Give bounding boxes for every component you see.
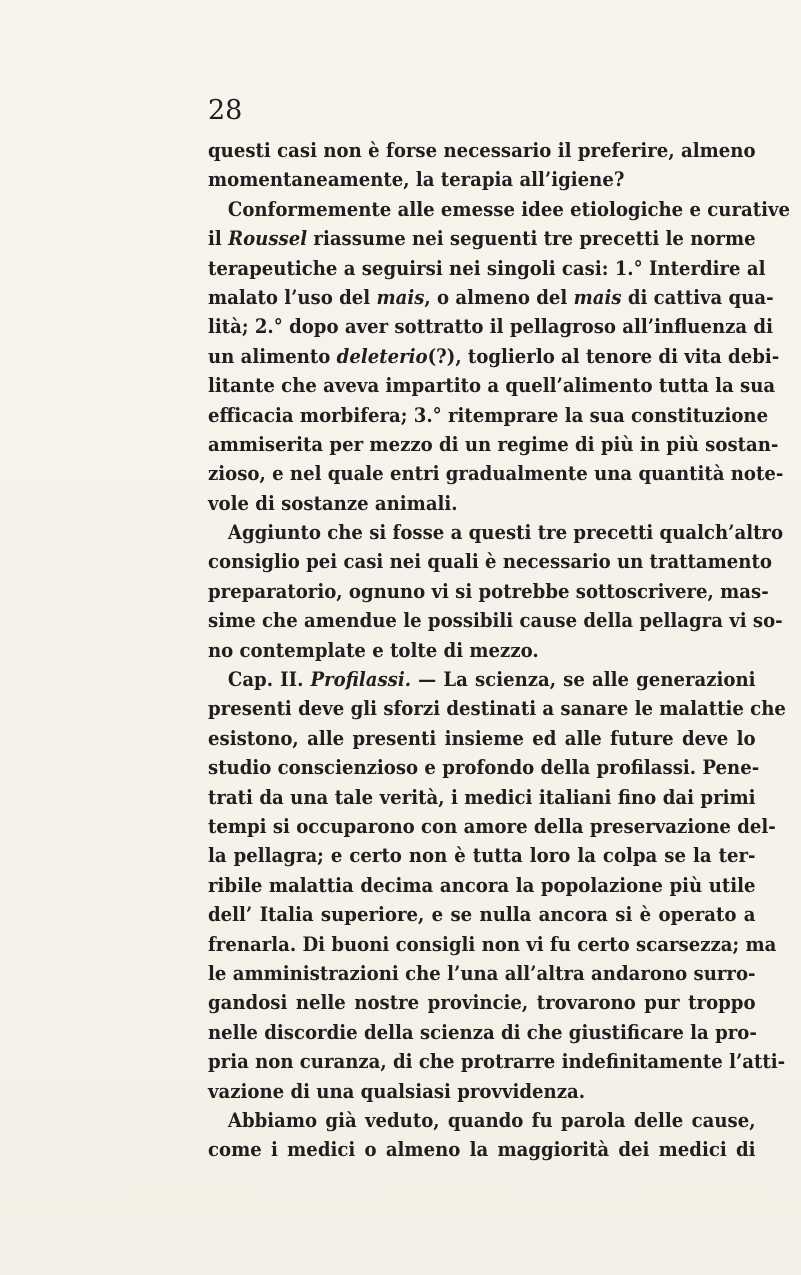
text-segment: Cap. II. xyxy=(227,667,311,692)
text-segment: dell’ Italia superiore, e se nulla ancora si è operato a xyxy=(208,902,756,927)
italic-text: deleterio xyxy=(336,343,428,368)
text-segment: le amministrazioni che l’una all’altra andarono surro- xyxy=(208,960,756,985)
text-segment: terapeutiche a seguirsi nei singoli casi: 1.° Interdire al xyxy=(208,255,766,280)
text-segment: pria non curanza, di che protrarre indefinitamente l’atti- xyxy=(208,1049,786,1074)
text-line xyxy=(208,342,780,371)
text-segment: riassume nei seguenti tre precetti le norme xyxy=(307,226,756,251)
text-segment: questi casi non è forse necessario il preferire, almeno xyxy=(208,138,756,162)
italic-text: Profilassi. xyxy=(310,667,412,692)
text-segment: , o almeno del xyxy=(424,284,574,309)
text-line xyxy=(208,430,779,459)
text-line xyxy=(208,401,769,430)
italic-text: mais xyxy=(376,284,425,309)
text-line xyxy=(208,753,760,782)
text-line xyxy=(208,665,756,694)
text-segment: trati da una tale verità, i medici italiani fino dai primi xyxy=(208,784,756,809)
text-segment: presenti deve gli sforzi destinati a sanare le malattie che xyxy=(208,696,786,721)
text-segment: gandosi nelle nostre provincie, trovarono pur troppo xyxy=(208,990,756,1015)
text-line xyxy=(208,930,777,959)
text-line xyxy=(208,1018,756,1047)
text-segment: frenarla. Di buoni consigli non vi fu certo scarsezza; ma xyxy=(208,931,777,956)
text-segment: vole di sostanze animali. xyxy=(208,490,458,515)
text-line xyxy=(208,900,756,929)
text-line xyxy=(208,1047,786,1076)
italic-text: Roussel xyxy=(228,226,308,251)
body-text xyxy=(208,136,790,1165)
text-line xyxy=(208,371,776,400)
text-segment: ammiserita per mezzo di un regime di più in più sostan- xyxy=(208,431,779,456)
text-segment: ribile malattia decima ancora la popolazione più utile xyxy=(208,872,756,897)
text-segment: il xyxy=(208,226,229,251)
text-line xyxy=(208,254,766,283)
text-line xyxy=(208,224,756,253)
text-segment: vazione di una qualsiasi provvidenza. xyxy=(208,1078,586,1103)
text-line xyxy=(208,283,774,312)
text-segment: — La scienza, se alle generazioni xyxy=(411,667,756,692)
text-segment: Aggiunto che si fosse a questi tre precetti qualch’altro xyxy=(227,520,784,545)
text-segment: nelle discordie della scienza di che giustificare la pro- xyxy=(208,1019,757,1044)
text-line xyxy=(208,606,783,635)
text-segment: sime che amendue le possibili cause della pellagra vi so- xyxy=(208,608,783,633)
text-segment: tempi si occuparono con amore della preservazione del- xyxy=(208,813,776,838)
text-line xyxy=(208,812,776,841)
text-line xyxy=(208,577,769,606)
text-line xyxy=(208,636,704,665)
text-line xyxy=(208,1135,756,1164)
text-line xyxy=(208,165,704,194)
text-segment: momentaneamente, la terapia all’igiene? xyxy=(208,167,625,192)
text-segment: no contemplate e tolte di mezzo. xyxy=(208,637,539,662)
text-segment: litante che aveva impartito a quell’alimento tutta la sua xyxy=(208,373,776,398)
text-line xyxy=(208,518,784,547)
text-line xyxy=(208,724,756,753)
text-line xyxy=(208,959,756,988)
text-segment: Conformemente alle emesse idee etiologiche e curative xyxy=(227,196,790,221)
text-segment: esistono, alle presenti insieme ed alle future deve lo xyxy=(208,725,756,750)
text-line xyxy=(208,195,790,224)
text-line xyxy=(208,1106,756,1135)
text-segment: la pellagra; e certo non è tutta loro la colpa se la ter- xyxy=(208,843,756,868)
text-line xyxy=(208,783,756,812)
text-line xyxy=(208,841,756,870)
text-segment: di cattiva qua- xyxy=(621,284,774,309)
text-line xyxy=(208,988,756,1017)
text-line xyxy=(208,1077,704,1106)
text-segment: (?), toglierlo al tenore di vita debi- xyxy=(427,343,780,368)
text-segment: preparatorio, ognuno vi si potrebbe sottoscrivere, mas- xyxy=(208,578,769,603)
text-segment: zioso, e nel quale entri gradualmente una quantità note- xyxy=(208,461,784,486)
text-segment: Abbiamo già veduto, quando fu parola delle cause, xyxy=(227,1107,756,1132)
text-segment: lità; 2.° dopo aver sottratto il pellagroso all’influenza di xyxy=(208,314,773,339)
page-number: 28 xyxy=(208,95,243,126)
text-line xyxy=(208,871,756,900)
text-segment: efficacia morbifera; 3.° ritemprare la sua constituzione xyxy=(208,402,769,427)
text-line xyxy=(208,312,773,341)
text-segment: un alimento xyxy=(208,343,337,368)
italic-text: mais xyxy=(573,284,622,309)
text-segment: come i medici o almeno la maggiorità dei medici di xyxy=(208,1137,756,1162)
text-segment: malato l’uso del xyxy=(208,284,377,309)
text-segment: studio conscienzioso e profondo della profilassi. Pene- xyxy=(208,755,760,780)
text-segment: consiglio pei casi nei quali è necessario un trattamento xyxy=(208,549,772,574)
text-line xyxy=(208,459,784,488)
text-line xyxy=(208,694,786,723)
text-line xyxy=(208,547,772,576)
text-line xyxy=(208,136,756,165)
text-line xyxy=(208,489,704,518)
